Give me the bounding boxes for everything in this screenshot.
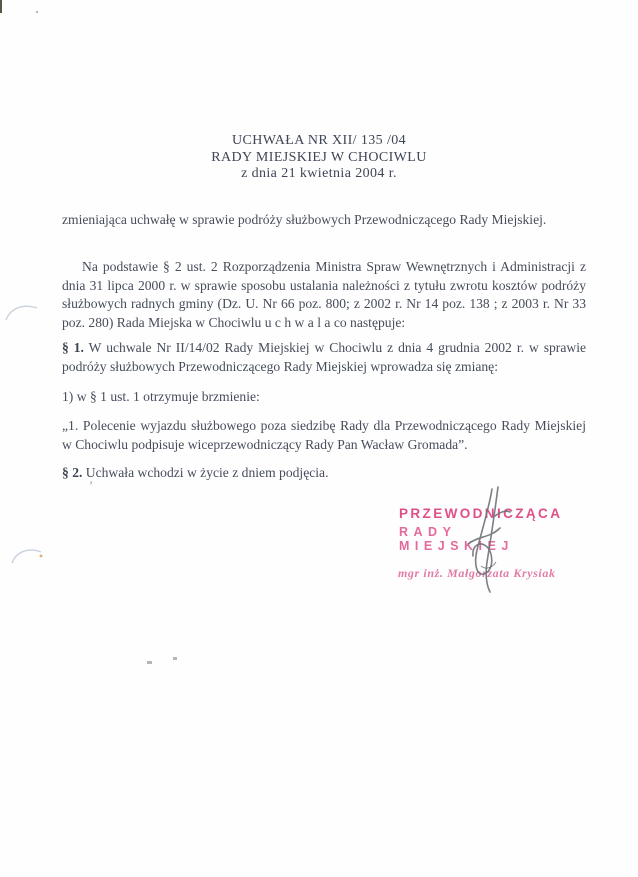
section-2-text: Uchwała wchodzi w życie z dniem podjęcia. bbox=[82, 465, 329, 480]
pencil-hook-mark bbox=[10, 545, 48, 571]
scan-edge-artifact bbox=[0, 0, 2, 13]
handwritten-signature-icon bbox=[448, 486, 526, 594]
stamp-title-line: PRZEWODNICZĄCA bbox=[399, 506, 563, 521]
section-2-label: § 2. bbox=[62, 465, 83, 480]
stamp-authority-line: RADY MIEJSKIEJ bbox=[399, 525, 514, 553]
title-line-date: z dnia 21 kwietnia 2004 r. bbox=[241, 166, 397, 181]
quoted-provision: „1. Polecenie wyjazdu służbowego poza siedzibę Rady dla Przewodniczącego Rady Miejskiej w Chociwlu podpisuje wiceprzewodniczący Rady Pan Wacław Gromada”. bbox=[62, 418, 586, 452]
legal-basis-paragraph: Na podstawie § 2 ust. 2 Rozporządzenia Ministra Spraw Wewnętrznych i Administracji z dnia 31 lipca 2000 r. w sprawie sposobu ustalania należności z tytułu zwrotu kosztów podróży służbowych radnych gminy (Dz. U. Nr 66 poz. 800; z 2002 r. Nr 14 poz. 138 ; z 2003 r. Nr 33 poz. 280) Rada Miejska w Chociwlu u c h w a l a co następuje: bbox=[62, 259, 586, 330]
item-1-line: 1) w § 1 ust. 1 otrzymuje brzmienie: bbox=[62, 389, 260, 404]
stray-mark: ’ bbox=[89, 478, 93, 492]
section-1-text: W uchwale Nr II/14/02 Rady Miejskiej w Chociwlu z dnia 4 grudnia 2002 r. w sprawie podróży służbowych Przewodniczącego Rady Miejskiej wprowadza się zmianę: bbox=[62, 340, 586, 374]
section-2-paragraph bbox=[62, 464, 586, 483]
pencil-hook-mark bbox=[4, 300, 42, 326]
scan-speck bbox=[147, 661, 152, 664]
scan-speck bbox=[173, 657, 177, 660]
section-1-label: § 1. bbox=[62, 340, 84, 355]
scan-speck bbox=[36, 11, 38, 13]
document-title bbox=[0, 133, 638, 183]
title-line-authority: RADY MIEJSKIEJ W CHOCIWLU bbox=[211, 149, 427, 165]
section-1-paragraph bbox=[62, 339, 586, 376]
stamp-signature-name: mgr inż. Małgorzata Krysiak bbox=[398, 566, 556, 580]
title-line-number: UCHWAŁA NR XII/ 135 /04 bbox=[231, 133, 407, 148]
subject-line: zmieniająca uchwałę w sprawie podróży służbowych Przewodniczącego Rady Miejskiej. bbox=[62, 212, 547, 227]
